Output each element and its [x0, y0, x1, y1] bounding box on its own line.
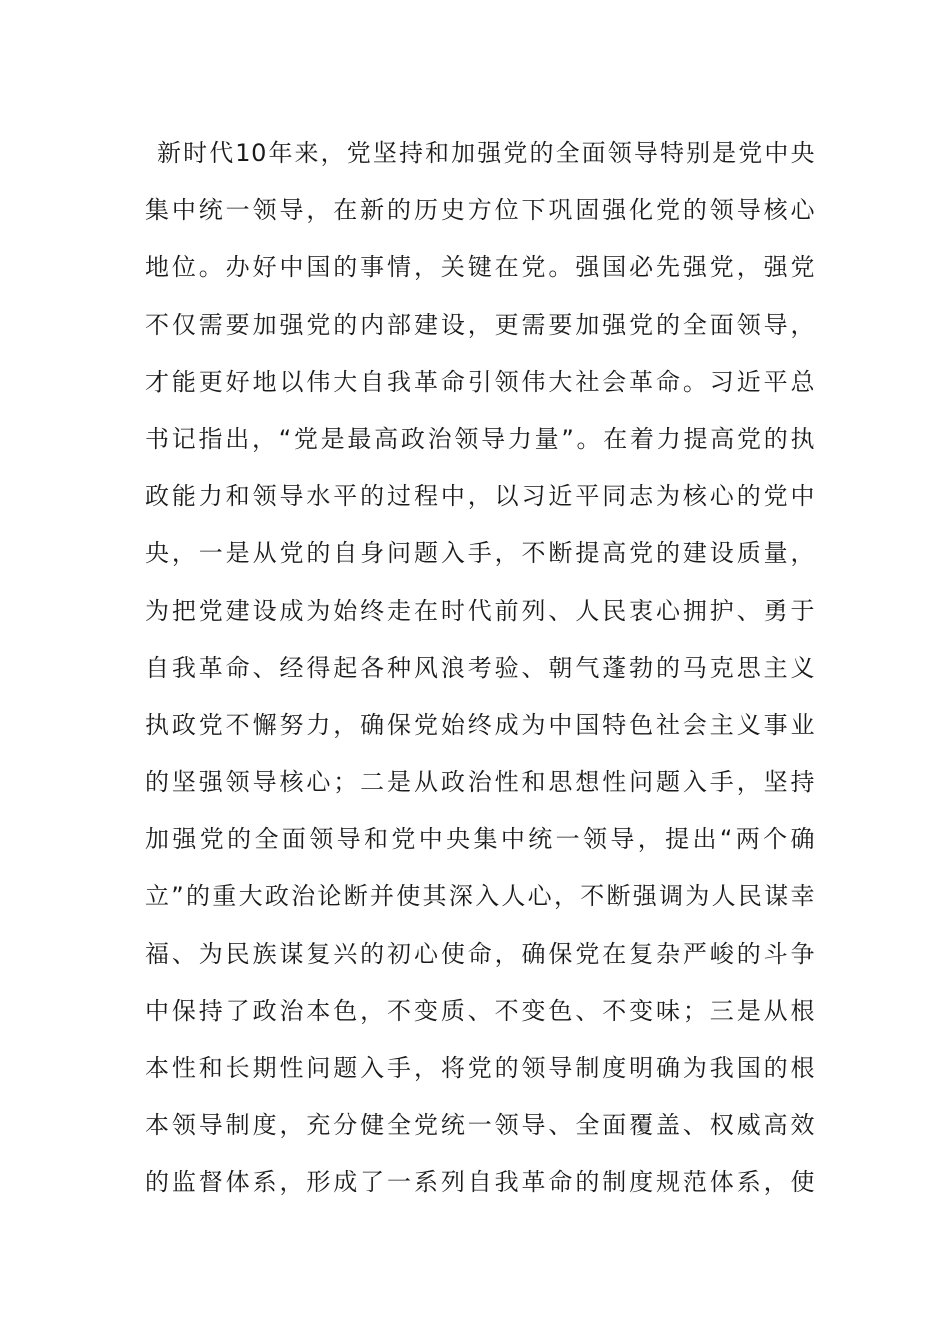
text-line: 政能力和领导水平的过程中，以习近平同志为核心的党中 [145, 482, 815, 511]
text-line: 为把党建设成为始终走在时代前列、人民衷心拥护、勇于 [145, 596, 815, 625]
text-line: 央，一是从党的自身问题入手，不断提高党的建设质量， [145, 539, 815, 568]
text-line: 的监督体系，形成了一系列自我革命的制度规范体系，使 [145, 1168, 815, 1197]
text-line: 立”的重大政治论断并使其深入人心，不断强调为人民谋幸 [145, 882, 815, 911]
text-line: 福、为民族谋复兴的初心使命，确保党在复杂严峻的斗争 [145, 939, 815, 968]
text-line: 集中统一领导，在新的历史方位下巩固强化党的领导核心 [145, 196, 815, 225]
body-paragraph [145, 125, 815, 1212]
text-line: 本性和长期性问题入手，将党的领导制度明确为我国的根 [145, 1054, 815, 1082]
text-line: 新时代10年来，党坚持和加强党的全面领导特别是党中央 [157, 139, 815, 167]
text-line: 中保持了政治本色，不变质、不变色、不变味；三是从根 [145, 996, 815, 1025]
text-line: 本领导制度，充分健全党统一领导、全面覆盖、权威高效 [145, 1111, 815, 1140]
text-line: 的坚强领导核心；二是从政治性和思想性问题入手，坚持 [145, 768, 815, 797]
text-line: 书记指出，“党是最高政治领导力量”。在着力提高党的执 [145, 424, 815, 453]
text-line: 不仅需要加强党的内部建设，更需要加强党的全面领导， [145, 310, 815, 339]
text-line: 执政党不懈努力，确保党始终成为中国特色社会主义事业 [145, 710, 815, 739]
text-line: 地位。办好中国的事情，关键在党。强国必先强党，强党 [145, 253, 815, 282]
text-line: 才能更好地以伟大自我革命引领伟大社会革命。习近平总 [145, 367, 815, 396]
text-line: 自我革命、经得起各种风浪考验、朝气蓬勃的马克思主义 [145, 653, 815, 682]
text-line: 加强党的全面领导和党中央集中统一领导，提出“两个确 [145, 825, 815, 854]
